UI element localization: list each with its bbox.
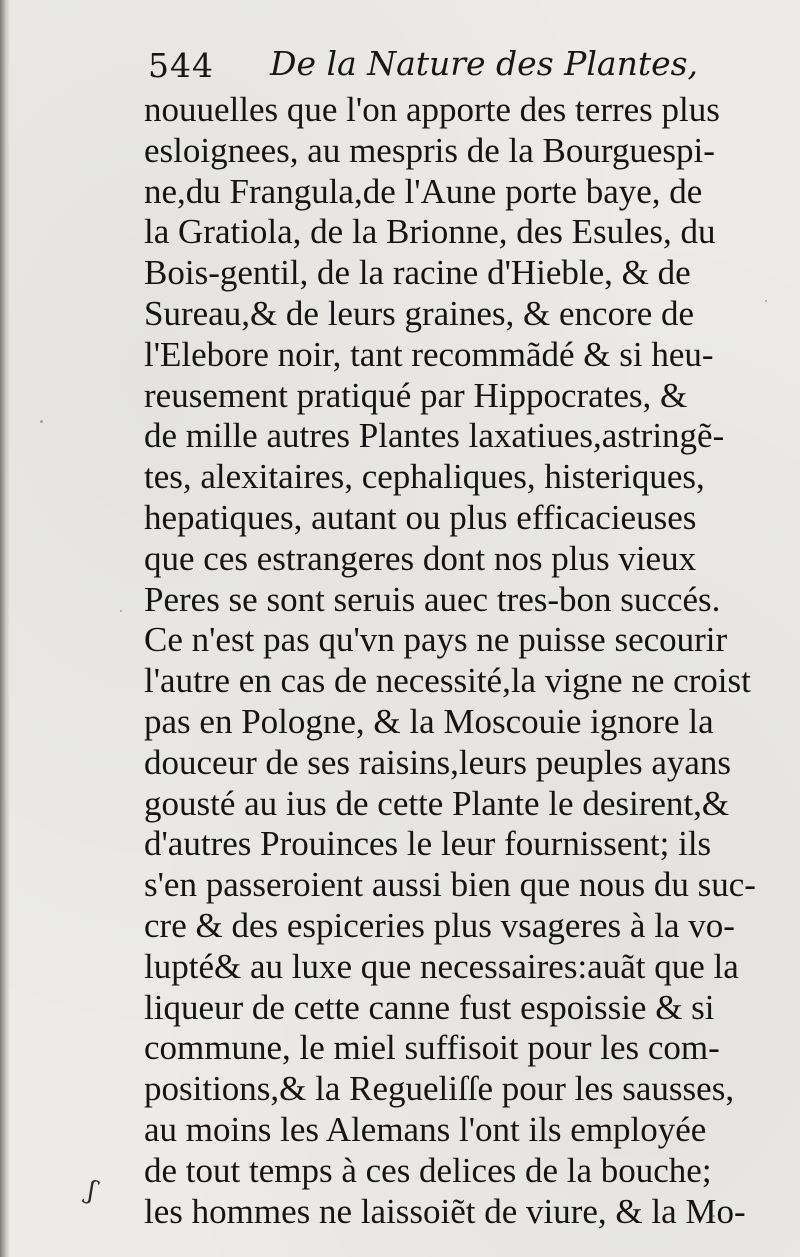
paper-speck <box>712 1215 715 1217</box>
text-line: Sureau,& de leurs graines, & encore de <box>144 293 695 333</box>
text-line: l'Elebore noir, tant recommãdé & si heu- <box>144 334 714 374</box>
text-line: nouuelles que l'on apporte des terres plus <box>144 90 720 129</box>
text-line: pas en Pologne, & la Moscouie ignore la <box>144 701 714 741</box>
text-line: Ce n'est pas qu'vn pays ne puisse secourir <box>144 620 728 660</box>
text-line: Peres se sont seruis auec tres-bon succés. <box>144 579 721 619</box>
paper-speck <box>120 610 122 612</box>
text-line: de tout temps à ces delices de la bouche; <box>144 1150 712 1190</box>
text-line: d'autres Prouinces le leur fournissent; ils <box>144 824 712 864</box>
page-gutter-edge <box>0 0 10 1257</box>
text-line: les hommes ne laissoiẽt de viure, & la Mo- <box>144 1191 746 1231</box>
text-line: gousté au ius de cette Plante le desirent,& <box>144 783 730 823</box>
text-line: s'en passeroient aussi bien que nous du suc- <box>144 865 756 905</box>
text-line: douceur de ses raisins,leurs peuples ayans <box>144 742 732 782</box>
margin-ink-mark: ʃ <box>83 1175 100 1207</box>
page-number: 544 <box>148 46 214 85</box>
text-line: de mille autres Plantes laxatiues,astringẽ- <box>144 416 725 456</box>
paper-speck <box>765 300 767 302</box>
text-line: hepatiques, autant ou plus efficacieuses <box>144 497 697 537</box>
text-line: positions,& la Regueliſſe pour les sausses, <box>144 1069 735 1109</box>
paper-speck <box>40 420 43 423</box>
text-line: liqueur de cette canne fust espoissie & si <box>144 987 715 1027</box>
text-line: lupté& au luxe que necessaires:auãt que la <box>144 946 739 986</box>
text-line: ne,du Frangula,de l'Aune porte baye, de <box>144 171 703 211</box>
running-title: De la Nature des Plantes, <box>270 44 699 83</box>
text-line: reusement pratiqué par Hippocrates, & <box>144 375 688 415</box>
text-line: esloignees, au mespris de la Bourguespi- <box>144 130 715 170</box>
text-line: commune, le miel suffisoit pour les com- <box>144 1028 720 1068</box>
text-line: l'autre en cas de necessité,la vigne ne croist <box>144 661 751 701</box>
body-text <box>144 90 784 1232</box>
page-header <box>148 42 699 94</box>
text-line: au moins les Alemans l'ont ils employée <box>144 1109 707 1149</box>
text-line: que ces estrangeres dont nos plus vieux <box>144 538 697 578</box>
text-line: tes, alexitaires, cephaliques, histeriques, <box>144 457 705 497</box>
text-line: cre & des espiceries plus vsageres à la vo- <box>144 905 735 945</box>
text-line: la Gratiola, de la Brionne, des Esules, du <box>144 212 716 252</box>
text-line: Bois-gentil, de la racine d'Hieble, & de <box>144 253 691 293</box>
